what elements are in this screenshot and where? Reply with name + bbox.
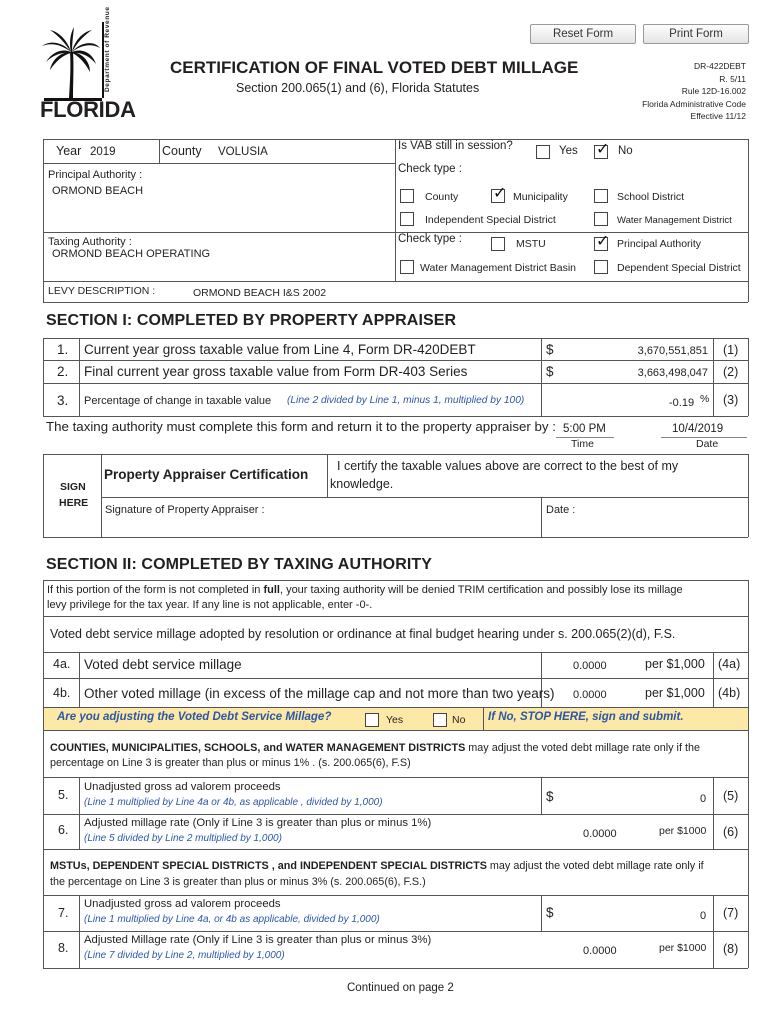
line-8-number: 8. <box>58 941 69 955</box>
divider <box>483 708 484 730</box>
line-1-dollar: $ <box>546 342 554 357</box>
principal-authority-option-label: Principal Authority <box>617 238 702 250</box>
divider <box>43 777 748 778</box>
county-field[interactable]: VOLUSIA <box>218 146 268 158</box>
divider <box>43 416 748 417</box>
levy-description-label: LEVY DESCRIPTION : <box>48 285 156 297</box>
form-rule: Rule 12D-16.002 <box>681 86 746 96</box>
divider <box>43 232 395 233</box>
divider <box>43 338 44 416</box>
line-5-dollar: $ <box>546 789 554 804</box>
line-7-value[interactable]: 0 <box>700 910 707 922</box>
counties-text: may adjust the voted debt millage rate only if the <box>465 742 700 754</box>
line-2-ref: (2) <box>723 365 739 379</box>
principal-authority-label: Principal Authority : <box>48 169 143 181</box>
intro-text: If this portion of the form is not completed in <box>47 584 264 596</box>
here-label: HERE <box>59 497 89 509</box>
pa-certification-heading: Property Appraiser Certification <box>104 467 309 482</box>
county-checkbox[interactable] <box>400 189 414 203</box>
wmd-basin-label: Water Management District Basin <box>420 262 576 274</box>
divider <box>43 968 748 969</box>
divider <box>327 454 328 497</box>
divider <box>43 849 748 850</box>
adjust-yes-checkbox[interactable] <box>365 713 379 727</box>
divider <box>748 139 749 302</box>
mstu-text: may adjust the voted debt millage rate only if <box>486 860 704 872</box>
divider <box>43 139 44 302</box>
counties-bold: COUNTIES, MUNICIPALITIES, SCHOOLS, and WATER MANAGEMENT DISTRICTS <box>50 742 466 754</box>
divider <box>43 814 748 815</box>
date-label: Date <box>696 438 719 450</box>
county-label: County <box>162 144 202 158</box>
line-4a-ref: (4a) <box>718 657 741 671</box>
divider <box>748 580 749 968</box>
section-2-title: SECTION II: COMPLETED BY TAXING AUTHORITY <box>46 556 433 573</box>
dependent-special-district-label: Dependent Special District <box>617 262 741 274</box>
line-7-text: Unadjusted gross ad valorem proceeds <box>84 898 281 910</box>
line-7-dollar: $ <box>546 905 554 920</box>
divider <box>395 139 396 281</box>
water-management-district-checkbox[interactable] <box>594 212 608 226</box>
county-option-label: County <box>425 191 459 203</box>
line-5-ref: (5) <box>723 789 739 803</box>
adjust-yes-label: Yes <box>386 714 404 726</box>
divider <box>43 730 748 731</box>
pa-date-field[interactable]: Date : <box>546 504 576 516</box>
divider <box>43 454 44 537</box>
line-8-ref: (8) <box>723 942 739 956</box>
wmd-basin-checkbox[interactable] <box>400 260 414 274</box>
municipality-checkbox[interactable] <box>491 185 507 203</box>
vab-label: Is VAB still in session? <box>398 140 513 152</box>
line-3-text: Percentage of change in taxable value <box>84 395 272 407</box>
divider <box>43 163 395 164</box>
check-type-label: Check type : <box>398 163 462 175</box>
year-field[interactable]: 2019 <box>90 146 116 158</box>
line-4b-text: Other voted millage (in excess of the millage cap and not more than two years) <box>84 686 555 701</box>
divider <box>541 777 542 814</box>
divider <box>43 931 748 932</box>
divider <box>43 652 748 653</box>
line-4a-number: 4a. <box>53 657 71 671</box>
divider <box>43 281 748 282</box>
line-3-value[interactable]: -0.19 <box>669 397 695 409</box>
mstu-checkbox[interactable] <box>491 237 505 251</box>
line-1-text: Current year gross taxable value from Line 4, Form DR-420DEBT <box>84 342 476 357</box>
line-8-unit: per $1000 <box>659 942 707 954</box>
line-8-value[interactable]: 0.0000 <box>583 945 617 957</box>
divider <box>79 895 80 968</box>
form-number: DR-422DEBT <box>694 61 746 71</box>
adjust-question-text: Are you adjusting the Voted Debt Service Millage? <box>57 711 332 723</box>
line-8-text: Adjusted Millage rate (Only if Line 3 is greater than plus or minus 3%) <box>84 934 432 946</box>
vab-yes-checkbox[interactable] <box>536 145 550 159</box>
divider <box>159 139 160 163</box>
divider <box>43 616 748 617</box>
line-4b-value[interactable]: 0.0000 <box>573 689 607 701</box>
vab-no-label: No <box>618 145 633 157</box>
time-label: Time <box>571 438 594 450</box>
certify-line-1: I certify the taxable values above are correct to the best of my <box>337 459 679 473</box>
line-4a-text: Voted debt service millage <box>84 657 242 672</box>
certify-line-2: knowledge. <box>330 477 394 491</box>
line-7-ref: (7) <box>723 906 739 920</box>
continued-note: Continued on page 2 <box>347 982 454 994</box>
line-7-number: 7. <box>58 906 69 920</box>
form-effective: Effective 11/12 <box>690 111 746 121</box>
divider <box>43 383 748 384</box>
form-meta <box>642 60 746 123</box>
line-4b-ref: (4b) <box>718 686 741 700</box>
adjust-no-checkbox[interactable] <box>433 713 447 727</box>
print-form-button[interactable]: Print Form <box>643 24 749 44</box>
dependent-special-district-checkbox[interactable] <box>594 260 608 274</box>
mstu-bold: MSTUs, DEPENDENT SPECIAL DISTRICTS , and INDEPENDENT SPECIAL DISTRICTS <box>50 860 487 872</box>
vab-yes-label: Yes <box>559 145 578 157</box>
mstu-instruction-line-1 <box>50 860 704 872</box>
divider <box>713 895 714 968</box>
line-5-note: (Line 1 multiplied by Line 4a or 4b, as applicable , divided by 1,000) <box>84 797 383 808</box>
vab-no-checkbox[interactable] <box>594 141 610 159</box>
section-2-intro-line-2: levy privilege for the tax year. If any line is not applicable, enter -0-. <box>47 599 373 611</box>
line-4a-unit: per $1,000 <box>645 657 705 671</box>
line-1-number: 1. <box>57 342 69 357</box>
check-type-label-2: Check type : <box>398 233 462 245</box>
logo-florida-text: FLORIDA <box>40 97 136 122</box>
municipality-option-label: Municipality <box>513 191 568 203</box>
divider <box>541 895 542 931</box>
checkmark-icon: ✓ <box>596 233 610 250</box>
mstu-instruction-line-2: the percentage on Line 3 is greater than plus or minus 3% (s. 200.065(6), F.S.) <box>50 876 426 888</box>
divider <box>541 497 542 537</box>
line-2-value[interactable]: 3,663,498,047 <box>637 367 708 379</box>
mstu-option-label: MSTU <box>516 238 546 250</box>
pa-signature-field[interactable]: Signature of Property Appraiser : <box>105 504 265 516</box>
divider <box>541 338 542 416</box>
sign-label: SIGN <box>60 481 86 493</box>
counties-instruction-line-2: percentage on Line 3 is greater than plus or minus 1% . (s. 200.065(6), F.S) <box>50 757 411 769</box>
taxing-authority-field[interactable]: ORMOND BEACH OPERATING <box>52 248 211 260</box>
divider <box>43 895 748 896</box>
divider <box>43 580 44 968</box>
section-2-intro-line-1 <box>47 584 683 596</box>
stop-here-note: If No, STOP HERE, sign and submit. <box>488 711 684 723</box>
divider <box>713 777 714 849</box>
line-6-unit: per $1000 <box>659 825 707 837</box>
return-date-field[interactable]: 10/4/2019 <box>672 423 724 435</box>
intro-text: , your taxing authority will be denied TRIM certification and possibly lose its millage <box>279 584 683 596</box>
return-time-field[interactable]: 5:00 PM <box>563 423 606 435</box>
line-6-ref: (6) <box>723 825 739 839</box>
form-revision: R. 5/11 <box>719 73 746 84</box>
divider <box>748 338 749 416</box>
line-5-value[interactable]: 0 <box>700 793 707 805</box>
divider <box>43 537 748 538</box>
line-2-dollar: $ <box>546 364 554 379</box>
line-4b-number: 4b. <box>53 686 71 700</box>
year-label: Year <box>56 144 82 158</box>
line-6-number: 6. <box>58 823 69 837</box>
independent-special-district-checkbox[interactable] <box>400 212 414 226</box>
line-2-text: Final current year gross taxable value from Form DR-403 Series <box>84 364 468 379</box>
line-1-ref: (1) <box>723 343 739 357</box>
line-1-value[interactable]: 3,670,551,851 <box>637 345 708 357</box>
divider <box>43 678 748 679</box>
adjust-no-label: No <box>452 714 466 726</box>
taxing-authority-label: Taxing Authority : <box>48 236 132 248</box>
divider <box>43 454 748 455</box>
return-instruction: The taxing authority must complete this form and return it to the property appraiser by : <box>46 419 556 434</box>
school-district-checkbox[interactable] <box>594 189 608 203</box>
divider <box>43 580 748 581</box>
line-7-note: (Line 1 multiplied by Line 4a, or 4b as applicable, divided by 1,000) <box>84 914 380 925</box>
independent-special-district-label: Independent Special District <box>425 214 556 226</box>
divider <box>43 360 748 361</box>
intro-bold: full <box>263 584 280 596</box>
counties-instruction-line-1 <box>50 742 700 754</box>
line-5-number: 5. <box>58 788 69 802</box>
reset-form-button[interactable]: Reset Form <box>530 24 636 44</box>
principal-authority-field[interactable]: ORMOND BEACH <box>52 185 144 197</box>
divider <box>748 454 749 537</box>
form-title: CERTIFICATION OF FINAL VOTED DEBT MILLAGE <box>170 58 579 77</box>
checkmark-icon: ✓ <box>493 185 507 202</box>
divider <box>713 338 714 416</box>
line-5-text: Unadjusted gross ad valorem proceeds <box>84 781 281 793</box>
form-subtitle: Section 200.065(1) and (6), Florida Statutes <box>236 81 480 95</box>
divider <box>79 338 80 416</box>
line-2-number: 2. <box>57 364 69 379</box>
divider <box>79 652 80 707</box>
line-6-value[interactable]: 0.0000 <box>583 828 617 840</box>
line-3-unit: % <box>700 393 710 405</box>
form-admin-code: Florida Administrative Code <box>642 98 746 109</box>
line-3-number: 3. <box>57 393 69 408</box>
section-1-title: SECTION I: COMPLETED BY PROPERTY APPRAISER <box>46 312 457 329</box>
checkmark-icon: ✓ <box>596 141 610 158</box>
school-district-option-label: School District <box>617 191 685 203</box>
line-6-text: Adjusted millage rate (Only if Line 3 is greater than plus or minus 1%) <box>84 817 432 829</box>
divider <box>713 652 714 707</box>
line-3-note: (Line 2 divided by Line 1, minus 1, multiplied by 100) <box>287 395 525 406</box>
line-3-ref: (3) <box>723 393 739 407</box>
levy-description-field[interactable]: ORMOND BEACH I&S 2002 <box>193 287 327 299</box>
divider <box>101 497 748 498</box>
line-8-note: (Line 7 divided by Line 2, multiplied by 1,000) <box>84 950 285 961</box>
voted-millage-instruction: Voted debt service millage adopted by resolution or ordinance at final budget hearing under s. 200.065(2)(d), F.S. <box>50 627 676 641</box>
divider <box>43 338 748 339</box>
divider <box>101 454 102 537</box>
divider <box>79 777 80 849</box>
logo-department-text: Department of Revenue <box>104 6 111 92</box>
line-6-note: (Line 5 divided by Line 2 multiplied by 1,000) <box>84 833 282 844</box>
line-4b-unit: per $1,000 <box>645 686 705 700</box>
principal-authority-checkbox[interactable] <box>594 233 610 251</box>
divider <box>43 302 748 303</box>
line-4a-value[interactable]: 0.0000 <box>573 660 607 672</box>
water-management-district-label: Water Management District <box>617 215 732 226</box>
